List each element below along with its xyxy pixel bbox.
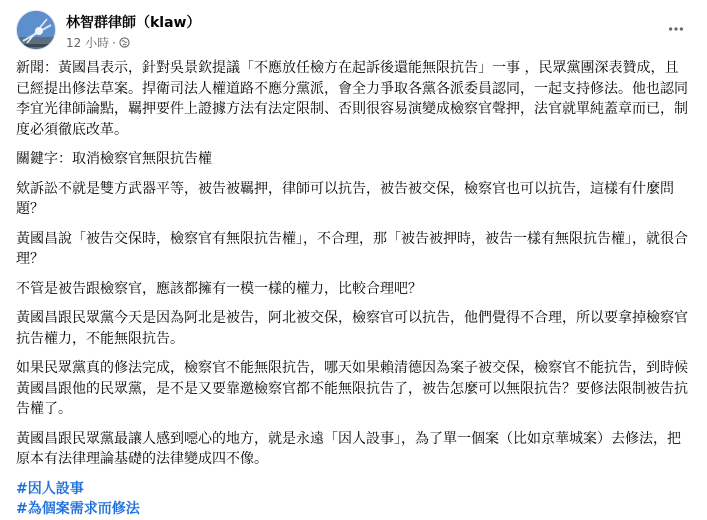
post-paragraph: 不管是被告跟檢察官，應該都擁有一模一樣的權力，比較合理吧？ [16,280,422,297]
hashtag-link[interactable]: #因人設事 [16,480,84,497]
post-body [16,58,692,520]
post-paragraph: 黃國昌跟民眾黨今天是因為阿北是被告，阿北被交保，檢察官可以抗告，他們覺得不合理，所以要拿掉檢察官抗告權力，不能無限抗告。 [16,310,688,347]
more-options-button[interactable] [661,14,691,44]
post-header [16,10,691,54]
post-timestamp[interactable]: 12 小時 [66,36,110,50]
post-meta [66,34,130,51]
post-paragraph: 黃國昌說「被告交保時，檢察官有無限抗告權」，不合理，那「被告被押時，被告一樣有無限抗告權」，就很合理？ [16,230,688,267]
more-horizontal-icon [667,20,685,38]
post-paragraph: 新聞：黃國昌表示，針對吳景欽提議「不應放任檢方在起訴後還能無限抗告」一事 ，民眾黨團深表贊成，且已經提出修法草案。捍衛司法人權道路不應分黨派，會全力爭取各黨各派委員認同，一起支持修法。他也認同李宜光律師論點，羈押要件上證據方法有法定限制、否則很容易演變成檢察官聲押，法官就單純蓋章而已，制度必須徹底改革。 [16,60,688,138]
hashtag-link[interactable]: #為個案需求而修法 [16,501,140,517]
meta-separator: · [112,35,116,50]
avatar-image [17,11,56,50]
globe-icon[interactable] [119,37,130,48]
post-paragraph: 關鍵字：取消檢察官無限抗告權 [16,151,212,167]
post-paragraph: 黃國昌跟民眾黨最讓人感到噁心的地方，就是永遠「因人設事」，為了單一個案（比如京華城案）去修法，把原本有法律理論基礎的法律變成四不像。 [16,430,681,467]
avatar[interactable] [16,10,56,50]
post-paragraph: 欸訴訟不就是雙方武器平等，被告被羈押，律師可以抗告，被告被交保，檢察官也可以抗告，這樣有什麼問題？ [16,180,674,217]
author-name[interactable]: 林智群律師（klaw） [66,15,201,31]
post-paragraph: 如果民眾黨真的修法完成，檢察官不能無限抗告，哪天如果賴清德因為案子被交保，檢察官不能抗告，到時候黃國昌跟他的民眾黨，是不是又要靠邀檢察官都不能無限抗告了，被告怎麼可以無限抗告？要修法限制被告抗告權了。 [16,360,688,417]
